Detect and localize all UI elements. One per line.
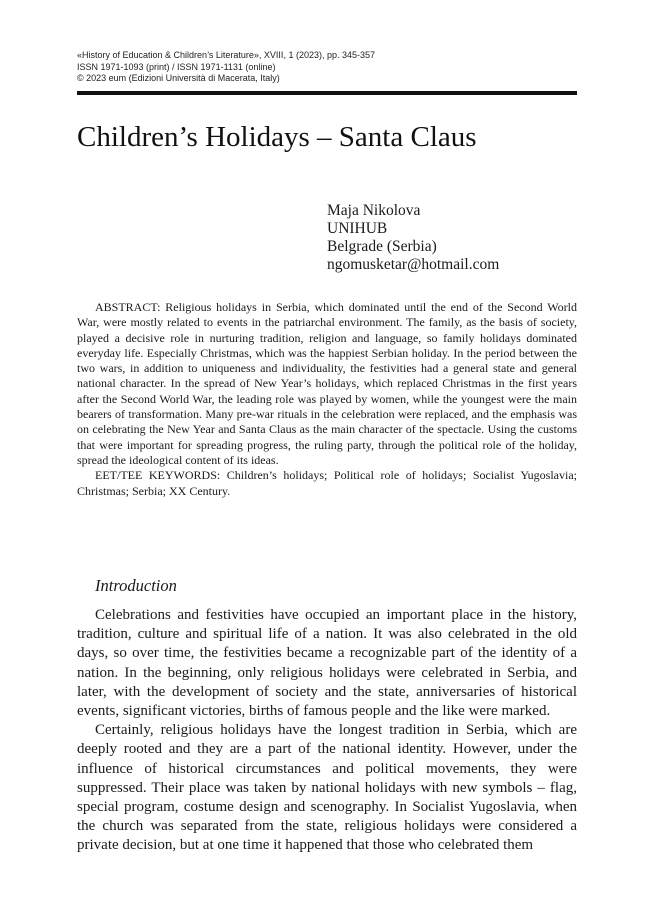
author-location: Belgrade (Serbia) [327, 238, 437, 255]
section-heading: Introduction [95, 576, 177, 595]
body-paragraph-1: Celebrations and festivities have occupied an important place in the history, tradition, culture and spiritual life of a nation. It was also celebrated in the old days, so over time, the festivities became a recognizable part of the identity of a nation. In the beginning, only religious holidays were celebrated in Serbia, and later, with the development of society and the state, anniversaries of historical events, significant victories, births of famous people and the like were marked. [77, 607, 577, 720]
author-affiliation: UNIHUB [327, 220, 388, 237]
author-name: Maja Nikolova [327, 202, 421, 219]
header-rule [77, 91, 577, 95]
keywords-text: EET/TEE KEYWORDS: Children’s holidays; Political role of holidays; Socialist Yugoslavia; Christmas; Serbia; XX Century. [77, 468, 577, 498]
journal-issn: ISSN 1971-1093 (print) / ISSN 1971-1131 (online) [77, 61, 276, 72]
journal-copyright: © 2023 eum (Edizioni Università di Macerata, Italy) [77, 73, 280, 83]
abstract-text: ABSTRACT: Religious holidays in Serbia, which dominated until the end of the Second World War, were mostly related to events in the patriarchal environment. The family, as the basis of society, played a decisive role in nurturing tradition, religion and language, so family holidays dominated everyday life. Especially Christmas, which was the happiest Serbian holiday. In the period between the two wars, in addition to uniqueness and individuality, the festivities had a general state and general national character. In the spread of New Year’s holidays, which replaced Christmas in the first years after the Second World War, the leading role was played by women, while the youngest were the main bearers of transformation. Many pre-war rituals in the celebration were replaced, and the emphasis was on celebrating the New Year and Santa Claus as the main character of the spectacle. Using the customs that were important for spreading progress, the ruling party, through the political role of the holiday, spread the ideological content of its ideas. [77, 300, 577, 467]
article-title: Children’s Holidays – Santa Claus [77, 121, 477, 153]
body-paragraph-2: Certainly, religious holidays have the longest tradition in Serbia, which are deeply rooted and they are a part of the national identity. However, under the influence of historical circumstances and political movements, they were suppressed. Their place was taken by national holidays with new symbols – flag, special program, costume design and scenography. In Socialist Yugoslavia, when the church was separated from the state, religious holidays were considered a private decision, but at one time it happened that those who celebrated them [77, 722, 577, 854]
author-email: ngomusketar@hotmail.com [327, 256, 500, 273]
journal-header [77, 50, 577, 85]
abstract-block [77, 300, 577, 499]
journal-citation: «History of Education & Children’s Literature», XVIII, 1 (2023), pp. 345-357 [77, 50, 376, 60]
author-block [327, 202, 587, 274]
body-text [77, 606, 577, 856]
